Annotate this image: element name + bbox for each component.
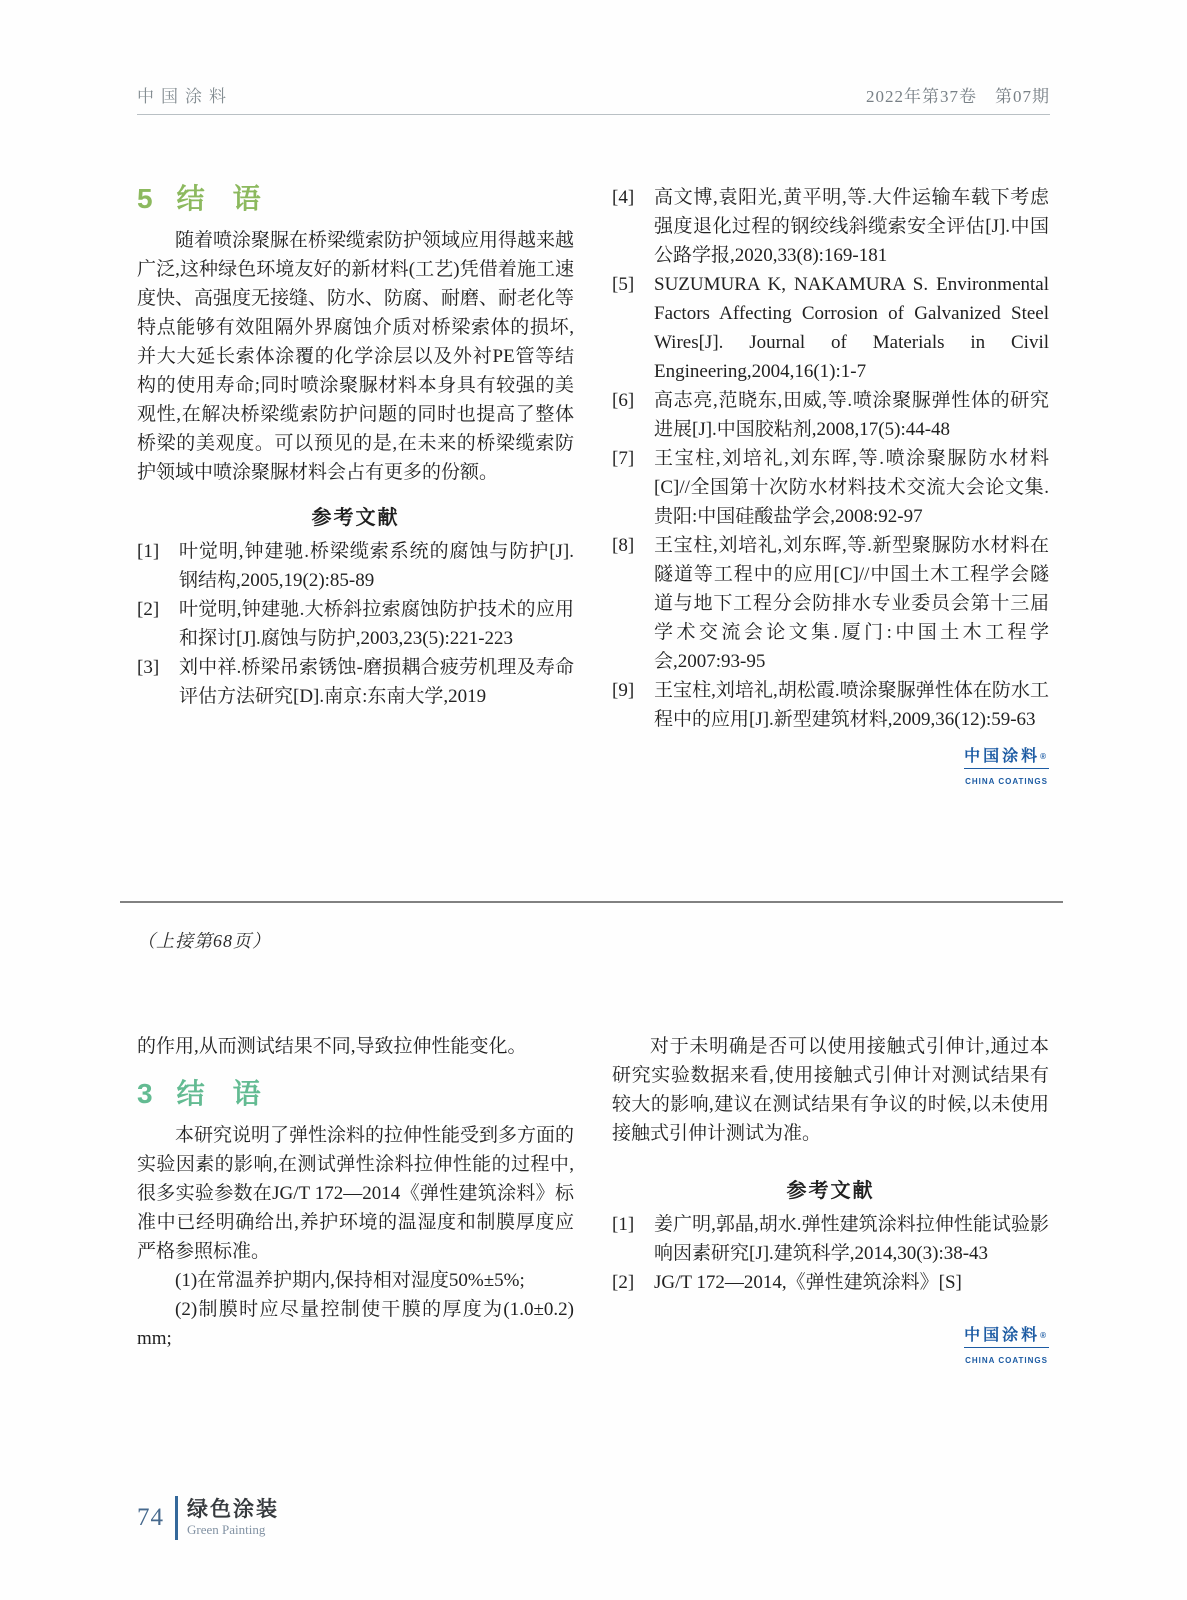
reference-text: 高文博,袁阳光,黄平明,等.大件运输车载下考虑强度退化过程的钢绞线斜缆索安全评估[J].中国公路学报,2020,33(8):169-181 [654, 187, 1049, 266]
article2-columns [137, 1032, 1050, 1368]
reference-item [612, 531, 1049, 676]
reference-text: 王宝柱,刘培礼,胡松霞.喷涂聚脲弹性体在防水工程中的应用[J].新型建筑材料,2009,36(12):59-63 [654, 680, 1049, 730]
china-coatings-logo [612, 748, 1049, 789]
page-header [137, 82, 1050, 115]
reference-text: 刘中祥.桥梁吊索锈蚀-磨损耦合疲劳机理及寿命评估方法研究[D].南京:东南大学,2019 [179, 657, 574, 707]
registered-mark: ® [1040, 1331, 1049, 1340]
reference-text: 姜广明,郭晶,胡水.弹性建筑涂料拉伸性能试验影响因素研究[J].建筑科学,2014,30(3):38-43 [654, 1214, 1049, 1264]
reference-text: 王宝柱,刘培礼,刘东晖,等.新型聚脲防水材料在隧道等工程中的应用[C]//中国土木工程学会隧道与地下工程分会防排水专业委员会第十三届学术交流会论文集.厦门:中国土木工程学会,2007:93-95 [654, 535, 1049, 672]
article2-paragraph: 本研究说明了弹性涂料的拉伸性能受到多方面的实验因素的影响,在测试弹性涂料拉伸性能的过程中,很多实验参数在JG/T 172—2014《弹性建筑涂料》标准中已经明确给出,养护环境的温湿度和制膜厚度应严格参照标准。 [137, 1125, 575, 1262]
references-title: 参考文献 [786, 1180, 875, 1202]
article2-lead-paragraph: 的作用,从而测试结果不同,导致拉伸性能变化。 [137, 1036, 527, 1057]
reference-item [612, 183, 1049, 270]
reference-text: 叶觉明,钟建驰.桥梁缆索系统的腐蚀与防护[J].钢结构,2005,19(2):85-89 [179, 541, 574, 591]
page-footer [137, 1496, 279, 1540]
section-heading-3 [137, 1078, 574, 1110]
reference-number: [7] [612, 448, 635, 469]
section-title: 结 语 [176, 1078, 261, 1109]
logo-en-text: CHINA COATINGS [965, 777, 1048, 786]
reference-number: [5] [612, 274, 635, 295]
reference-item [612, 444, 1049, 531]
article-divider [120, 901, 1063, 903]
article2-item1: (1)在常温养护期内,保持相对湿度50%±5%; [175, 1270, 525, 1291]
article2-right-column [612, 1032, 1049, 1368]
reference-item [137, 595, 574, 653]
reference-number: [3] [137, 657, 160, 678]
article2-left-column [137, 1032, 574, 1368]
footer-column-cn: 绿色涂装 [187, 1498, 279, 1521]
reference-item [612, 1268, 1049, 1297]
reference-text: 叶觉明,钟建驰.大桥斜拉索腐蚀防护技术的应用和探讨[J].腐蚀与防护,2003,23(5):221-223 [179, 599, 574, 649]
reference-item [137, 653, 574, 711]
reference-text: SUZUMURA K, NAKAMURA S. Environmental Factors Affecting Corrosion of Galvanized Steel Wires[J]. Journal of Materials in Civil Engineering,2004,16(1):1-7 [654, 274, 1049, 382]
journal-name: 中国涂料 [137, 87, 233, 106]
registered-mark: ® [1040, 752, 1049, 761]
reference-number: [9] [612, 680, 635, 701]
article1-right-column [612, 183, 1049, 789]
logo-rule [964, 1347, 1049, 1348]
logo-rule [964, 768, 1049, 769]
reference-number: [2] [612, 1272, 635, 1293]
reference-item [612, 270, 1049, 386]
footer-divider-bar [175, 1496, 178, 1540]
footer-column-title [187, 1498, 279, 1538]
page-number: 74 [137, 1504, 164, 1531]
reference-number: [2] [137, 599, 160, 620]
logo-en-text: CHINA COATINGS [965, 1356, 1048, 1365]
china-coatings-logo [612, 1327, 1049, 1368]
article2-item2: (2)制膜时应尽量控制使干膜的厚度为(1.0±0.2) mm; [137, 1299, 574, 1349]
section-title: 结 语 [176, 183, 261, 214]
reference-item [612, 676, 1049, 734]
section-number: 3 [137, 1078, 153, 1109]
reference-text: 高志亮,范晓东,田威,等.喷涂聚脲弹性体的研究进展[J].中国胶粘剂,2008,17(5):44-48 [654, 390, 1049, 440]
logo-cn-text: 中国涂料® [964, 748, 1049, 765]
section-heading-5 [137, 183, 574, 215]
reference-number: [1] [137, 541, 160, 562]
article2-right-paragraph: 对于未明确是否可以使用接触式引伸计,通过本研究实验数据来看,使用接触式引伸计对测试结果有较大的影响,建议在测试结果有争议的时候,以未使用接触式引伸计测试为准。 [612, 1036, 1049, 1144]
reference-item [612, 386, 1049, 444]
reference-number: [1] [612, 1214, 635, 1235]
article1-columns [137, 183, 1050, 789]
section-number: 5 [137, 183, 153, 214]
article1-left-column [137, 183, 574, 789]
article1-paragraph: 随着喷涂聚脲在桥梁缆索防护领域应用得越来越广泛,这种绿色环境友好的新材料(工艺)凭借着施工速度快、高强度无接缝、防水、防腐、耐磨、耐老化等特点能够有效阻隔外界腐蚀介质对桥梁索体的损坏,并大大延长索体涂覆的化学涂层以及外衬PE管等结构的使用寿命;同时喷涂聚脲材料本身具有较强的美观性,在解决桥梁缆索防护问题的同时也提高了整体桥梁的美观度。可以预见的是,在未来的桥梁缆索防护领域中喷涂聚脲材料会占有更多的份额。 [137, 230, 575, 483]
issue-info: 2022年第37卷 第07期 [866, 87, 1050, 106]
reference-number: [6] [612, 390, 635, 411]
footer-column-en: Green Painting [187, 1522, 266, 1537]
reference-text: 王宝柱,刘培礼,刘东晖,等.喷涂聚脲防水材料[C]//全国第十次防水材料技术交流大会论文集.贵阳:中国硅酸盐学会,2008:92-97 [654, 448, 1049, 527]
reference-text: JG/T 172—2014,《弹性建筑涂料》[S] [654, 1272, 962, 1293]
reference-number: [8] [612, 535, 635, 556]
reference-item [137, 537, 574, 595]
logo-cn-text: 中国涂料® [964, 1327, 1049, 1344]
references-title: 参考文献 [311, 507, 400, 529]
reference-number: [4] [612, 187, 635, 208]
continuation-note: （上接第68页） [137, 931, 271, 951]
reference-item [612, 1210, 1049, 1268]
